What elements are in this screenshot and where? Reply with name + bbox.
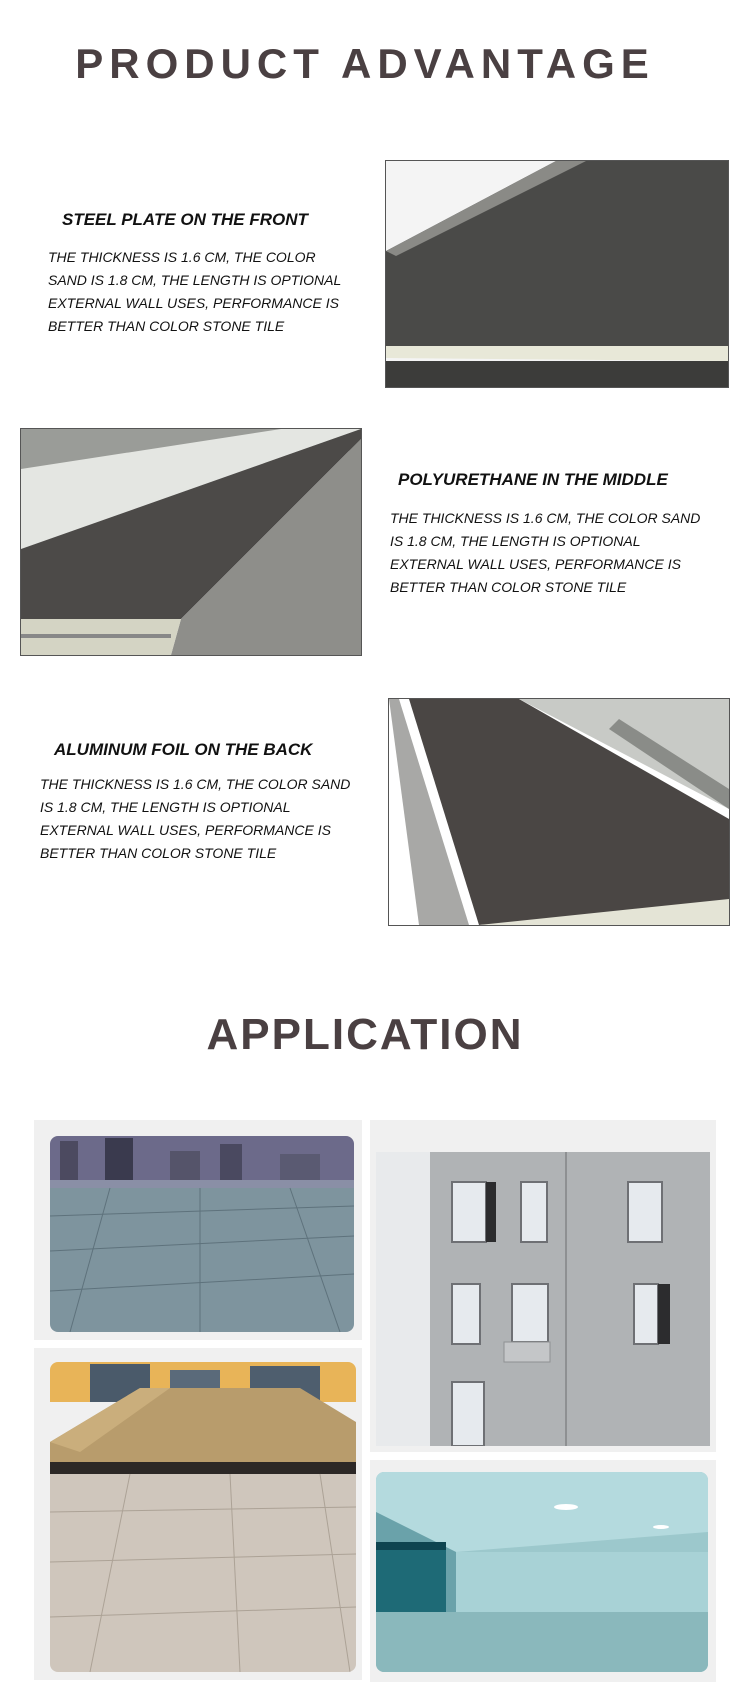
application-title: APPLICATION xyxy=(206,1010,524,1059)
steel-plate-photo xyxy=(385,160,729,388)
application-photo-building xyxy=(370,1120,716,1452)
application-photo-cold-storage xyxy=(370,1460,716,1682)
feature-line: EXTERNAL WALL USES, PERFORMANCE IS xyxy=(390,556,681,572)
feature-line: BETTER THAN COLOR STONE TILE xyxy=(48,318,285,334)
feature-line: THE THICKNESS IS 1.6 CM, THE COLOR xyxy=(48,249,316,265)
feature-line: BETTER THAN COLOR STONE TILE xyxy=(390,579,627,595)
feature-heading-polyurethane: POLYURETHANE IN THE MIDDLE xyxy=(398,470,668,489)
feature-heading-aluminum-foil: ALUMINUM FOIL ON THE BACK xyxy=(54,740,313,759)
feature-line: IS 1.8 CM, THE LENGTH IS OPTIONAL xyxy=(40,799,291,815)
feature-line: SAND IS 1.8 CM, THE LENGTH IS OPTIONAL xyxy=(48,272,342,288)
feature-line: THE THICKNESS IS 1.6 CM, THE COLOR SAND xyxy=(40,776,351,792)
feature-line: IS 1.8 CM, THE LENGTH IS OPTIONAL xyxy=(390,533,641,549)
feature-line: THE THICKNESS IS 1.6 CM, THE COLOR SAND xyxy=(390,510,701,526)
feature-line: EXTERNAL WALL USES, PERFORMANCE IS xyxy=(40,822,331,838)
product-advantage-title: PRODUCT ADVANTAGE xyxy=(75,40,655,87)
aluminum-foil-photo xyxy=(388,698,730,926)
application-photo-roof xyxy=(34,1348,362,1680)
feature-heading-steel-plate: STEEL PLATE ON THE FRONT xyxy=(62,210,308,229)
feature-body-polyurethane xyxy=(390,507,700,599)
feature-body-steel-plate xyxy=(48,246,341,338)
polyurethane-photo xyxy=(20,428,362,656)
application-photo-plaza xyxy=(34,1120,362,1340)
feature-line: EXTERNAL WALL USES, PERFORMANCE IS xyxy=(48,295,339,311)
feature-body-aluminum-foil xyxy=(40,773,350,865)
feature-line: BETTER THAN COLOR STONE TILE xyxy=(40,845,277,861)
